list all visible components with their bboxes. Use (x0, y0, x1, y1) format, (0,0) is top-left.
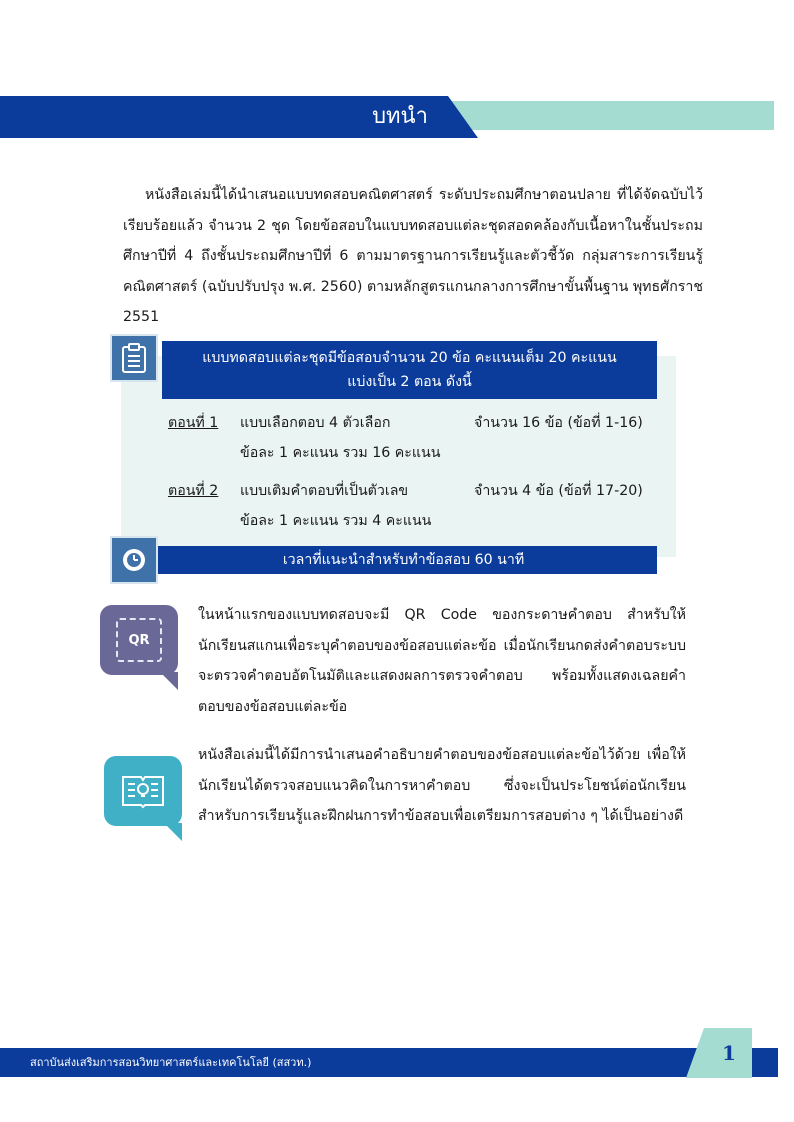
book-bubble-tail (164, 823, 182, 841)
info-heading (162, 341, 657, 399)
note-qr: ในหน้าแรกของแบบทดสอบจะมี QR Code ของกระดาษคำตอบ สำหรับให้นักเรียนสแกนเพื่อระบุคำตอบของข้อสอบแต่ละข้อ เมื่อนักเรียนกดส่งคำตอบระบบจะตรวจคำตอบอัตโนมัติและแสดงผลการตรวจคำตอบ พร้อมทั้งแสดงเฉลยคำตอบของข้อสอบแต่ละข้อ (198, 607, 686, 715)
book-bubble (104, 756, 182, 826)
info-heading-line1: แบบทดสอบแต่ละชุดมีข้อสอบจำนวน 20 ข้อ คะแนนเต็ม 20 คะแนน (202, 350, 617, 366)
part-2-score: ข้อละ 1 คะแนน รวม 4 คะแนน (240, 513, 432, 529)
note-explanations: หนังสือเล่มนี้ได้มีการนำเสนอคำอธิบายคำตอบของข้อสอบแต่ละข้อไว้ด้วย เพื่อให้นักเรียนได้ตรวจสอบแนวคิดในการหาคำตอบ ซึ่งจะเป็นประโยชน์ต่อนักเรียนสำหรับการเรียนรู้และฝึกฝนการทำข้อสอบเพื่อเตรียมการสอบต่าง ๆ ได้เป็นอย่างดี (198, 747, 686, 824)
page-title: บทนำ (372, 104, 428, 129)
part-2-count: จำนวน 4 ข้อ (ข้อที่ 17-20) (474, 483, 643, 499)
time-note: เวลาที่แนะนำสำหรับทำข้อสอบ 60 นาที (150, 546, 657, 574)
footer-institution: สถาบันส่งเสริมการสอนวิทยาศาสตร์และเทคโนโลยี (สสวท.) (30, 1056, 312, 1069)
part-2-label: ตอนที่ 2 (168, 483, 219, 499)
info-heading-line2: แบ่งเป็น 2 ตอน ดังนี้ (347, 374, 472, 390)
part-2-type: แบบเติมคำตอบที่เป็นตัวเลข (240, 483, 409, 499)
page-number: 1 (722, 1041, 736, 1065)
part-1-label: ตอนที่ 1 (168, 415, 219, 431)
clipboard-icon (110, 334, 158, 382)
part-1-score: ข้อละ 1 คะแนน รวม 16 คะแนน (240, 445, 441, 461)
clock-icon (110, 536, 158, 584)
book-lightbulb-icon (120, 772, 166, 810)
qr-code-icon (116, 618, 162, 662)
part-1-type: แบบเลือกตอบ 4 ตัวเลือก (240, 415, 391, 431)
qr-bubble (100, 605, 178, 675)
intro-paragraph: หนังสือเล่มนี้ได้นำเสนอแบบทดสอบคณิตศาสตร์ ระดับประถมศึกษาตอนปลาย ที่ได้จัดฉบับไว้เรียบร้อยแล้ว จำนวน 2 ชุด โดยข้อสอบในแบบทดสอบแต่ละชุดสอดคล้องกับเนื้อหาในชั้นประถมศึกษาปีที่ 4 ถึงชั้นประถมศึกษาปีที่ 6 ตามมาตรฐานการเรียนรู้และตัวชี้วัด กลุ่มสาระการเรียนรู้คณิตศาสตร์ (ฉบับปรับปรุง พ.ศ. 2560) ตามหลักสูตรแกนกลางการศึกษาขั้นพื้นฐาน พุทธศักราช 2551 (123, 187, 703, 325)
header-accent-bar (430, 101, 774, 130)
qr-icon-label: QR (128, 632, 150, 648)
qr-bubble-tail (160, 672, 178, 690)
part-1-count: จำนวน 16 ข้อ (ข้อที่ 1-16) (474, 415, 643, 431)
